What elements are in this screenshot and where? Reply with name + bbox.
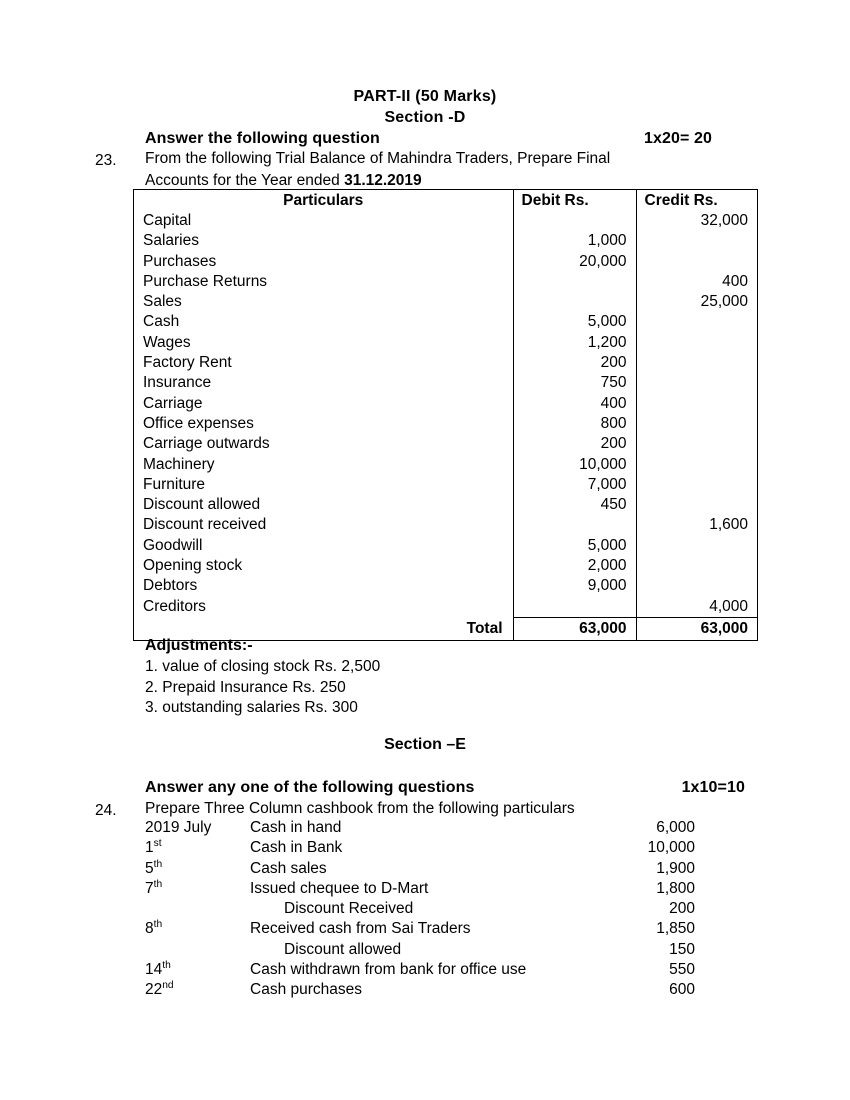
cell-credit [636, 414, 757, 434]
cashbook-date-ordinal-suffix: nd [162, 980, 174, 992]
cell-debit: 800 [513, 414, 636, 434]
cashbook-entry-row [145, 879, 695, 899]
cashbook-date-number: 22 [145, 981, 163, 999]
cashbook-date-number: 1 [145, 839, 154, 857]
cell-debit: 750 [513, 373, 636, 393]
cell-debit: 1,000 [513, 231, 636, 251]
table-row [134, 312, 757, 332]
cashbook-entry-amount: 200 [669, 900, 695, 918]
cell-particulars: Sales [143, 293, 182, 311]
cashbook-entry-row [145, 838, 695, 858]
cell-particulars: Machinery [143, 455, 215, 473]
total-credit: 63,000 [636, 617, 757, 640]
cell-particulars: Capital [143, 212, 192, 229]
column-header-debit: Debit Rs. [513, 190, 636, 211]
cell-particulars: Furniture [143, 475, 206, 493]
cell-particulars: Insurance [143, 374, 212, 392]
cell-credit [636, 536, 757, 556]
cell-debit [513, 292, 636, 312]
part-title: PART-II (50 Marks) [353, 88, 497, 105]
cell-debit: 1,200 [513, 333, 636, 353]
cell-particulars: Debtors [143, 577, 198, 595]
cell-credit [636, 576, 757, 596]
cashbook-entry-row [145, 818, 695, 838]
cashbook-entry-date [145, 980, 250, 1000]
cashbook-date-number: 8 [145, 920, 154, 938]
trial-balance-body [134, 211, 757, 617]
cell-particulars: Carriage [143, 394, 203, 412]
cell-particulars: Office expenses [143, 414, 254, 432]
cell-credit [636, 495, 757, 515]
trial-balance-header-row [134, 190, 757, 211]
cashbook-entry-amount: 1,900 [656, 859, 695, 877]
cashbook-entries-list [145, 818, 695, 1001]
question-23-line-2 [145, 170, 757, 192]
cashbook-entry-amount: 550 [669, 961, 695, 979]
cell-credit: 32,000 [636, 211, 757, 231]
question-23-line-1: From the following Trial Balance of Mahindra Traders, Prepare Final [145, 150, 611, 167]
section-d-instruction-row [145, 130, 712, 148]
cashbook-entry-description: Cash in Bank [250, 839, 343, 857]
cashbook-entry-date [145, 859, 250, 879]
cashbook-date-ordinal-suffix: st [153, 838, 162, 850]
table-row [134, 597, 757, 618]
cashbook-entry-amount: 1,850 [656, 920, 695, 938]
cashbook-date-ordinal-suffix: th [153, 919, 163, 931]
table-row [134, 515, 757, 535]
cashbook-entry-amount: 600 [669, 981, 695, 999]
cell-debit: 5,000 [513, 312, 636, 332]
cell-debit [513, 597, 636, 618]
cashbook-entry-amount: 6,000 [656, 819, 695, 836]
adjustment-item: 3. outstanding salaries Rs. 300 [145, 699, 358, 717]
table-row [134, 373, 757, 393]
cell-particulars: Wages [143, 333, 191, 351]
cashbook-entry-description: Received cash from Sai Traders [250, 920, 471, 938]
cell-particulars: Discount allowed [143, 496, 261, 514]
cell-credit [636, 333, 757, 353]
cashbook-date-ordinal-suffix: th [162, 959, 171, 971]
cell-debit: 7,000 [513, 475, 636, 495]
cashbook-entry-row [145, 960, 695, 980]
cashbook-entry-description: Cash withdrawn from bank for office use [250, 961, 527, 979]
cell-credit [636, 353, 757, 373]
cashbook-entry-description: Discount allowed [284, 940, 402, 958]
cell-credit [636, 312, 757, 332]
cashbook-entry-amount: 10,000 [647, 839, 695, 857]
cashbook-date-number: 7 [145, 879, 154, 897]
cashbook-entry-description: Cash purchases [250, 981, 363, 999]
table-row [134, 252, 757, 272]
cashbook-entry-date [145, 960, 250, 980]
cell-particulars: Purchase Returns [143, 272, 268, 290]
section-e-title: Section –E [384, 736, 466, 753]
table-row [134, 495, 757, 515]
cell-credit [636, 556, 757, 576]
table-row [134, 292, 757, 312]
cell-credit [636, 475, 757, 495]
cell-debit [513, 272, 636, 292]
cashbook-entry-date [145, 919, 250, 939]
cashbook-entry-description: Cash in hand [250, 819, 342, 836]
cell-particulars: Factory Rent [143, 354, 232, 372]
adjustment-item: 2. Prepaid Insurance Rs. 250 [145, 678, 346, 696]
cashbook-date-number: 2019 July [145, 819, 212, 836]
section-e-instruction-label: Answer any one of the following questions [145, 779, 475, 796]
question-24-lead-text: Prepare Three Column cashbook from the following particulars [145, 800, 575, 817]
cashbook-entry-description: Issued chequee to D-Mart [250, 879, 429, 897]
cell-debit: 9,000 [513, 576, 636, 596]
section-d-marks: 1x20= 20 [644, 130, 712, 147]
cashbook-date-number: 14 [145, 961, 163, 979]
cashbook-entry-description: Cash sales [250, 859, 327, 877]
table-row [134, 272, 757, 292]
cell-credit [636, 252, 757, 272]
cell-particulars: Salaries [143, 232, 199, 250]
adjustments-block [145, 636, 705, 719]
cell-credit [636, 455, 757, 475]
cell-debit: 200 [513, 434, 636, 454]
total-debit: 63,000 [513, 617, 636, 640]
table-row [134, 211, 757, 231]
cashbook-date-ordinal-suffix: th [153, 878, 163, 890]
cashbook-entry-date [145, 818, 250, 838]
question-23-text [145, 148, 757, 191]
table-row [134, 455, 757, 475]
table-row [134, 231, 757, 251]
cell-debit [513, 211, 636, 231]
cell-particulars: Purchases [143, 252, 217, 270]
cashbook-entry-row [145, 859, 695, 879]
table-row [134, 536, 757, 556]
cashbook-entry-date [145, 838, 250, 858]
total-label: Total [466, 619, 503, 637]
cell-debit: 400 [513, 394, 636, 414]
cashbook-entry-description: Discount Received [284, 900, 414, 918]
cashbook-entry-row [145, 980, 695, 1000]
cell-particulars: Cash [143, 313, 180, 331]
table-row [134, 414, 757, 434]
cell-debit [513, 515, 636, 535]
table-row [134, 475, 757, 495]
cell-credit [636, 373, 757, 393]
question-23-line-2-prefix: Accounts for the Year ended [145, 171, 345, 189]
cell-particulars: Goodwill [143, 536, 203, 554]
section-d-instruction-label: Answer the following question [145, 130, 380, 147]
cell-debit: 200 [513, 353, 636, 373]
cashbook-entry-row [145, 919, 695, 939]
table-row [134, 353, 757, 373]
adjustments-title: Adjustments:- [145, 637, 253, 654]
cashbook-entry-amount: 1,800 [656, 879, 695, 897]
cashbook-entry-row [145, 899, 695, 919]
cashbook-entry-row [145, 940, 695, 960]
table-row [134, 556, 757, 576]
table-row [134, 434, 757, 454]
table-row [134, 333, 757, 353]
section-d-title: Section -D [384, 109, 466, 126]
cashbook-date-ordinal-suffix: th [153, 858, 163, 870]
table-row [134, 576, 757, 596]
column-header-credit: Credit Rs. [636, 190, 757, 211]
question-23-date: 31.12.2019 [344, 171, 422, 189]
adjustment-item: 1. value of closing stock Rs. 2,500 [145, 657, 381, 675]
cell-credit [636, 434, 757, 454]
section-e-instruction-row [145, 779, 745, 797]
cell-credit: 1,600 [636, 515, 757, 535]
question-23-number: 23. [95, 152, 117, 169]
question-24-number: 24. [95, 802, 117, 819]
table-row [134, 394, 757, 414]
cashbook-date-number: 5 [145, 859, 154, 877]
cell-debit: 5,000 [513, 536, 636, 556]
section-e-marks: 1x10=10 [681, 779, 745, 796]
trial-balance-table [133, 189, 758, 641]
cell-debit: 20,000 [513, 252, 636, 272]
cell-particulars: Creditors [143, 597, 206, 615]
cell-debit: 450 [513, 495, 636, 515]
cell-credit: 4,000 [636, 597, 757, 618]
cell-credit: 25,000 [636, 292, 757, 312]
cell-credit [636, 231, 757, 251]
cell-particulars: Carriage outwards [143, 435, 270, 453]
cell-debit: 10,000 [513, 455, 636, 475]
cell-particulars: Discount received [143, 516, 267, 534]
adjustments-list [145, 657, 705, 719]
document-heading-block [90, 86, 760, 128]
cell-debit: 2,000 [513, 556, 636, 576]
column-header-particulars: Particulars [283, 192, 364, 209]
cell-credit [636, 394, 757, 414]
cashbook-entry-amount: 150 [669, 940, 695, 958]
cell-particulars: Opening stock [143, 557, 243, 575]
cell-credit: 400 [636, 272, 757, 292]
cashbook-entry-date [145, 879, 250, 899]
